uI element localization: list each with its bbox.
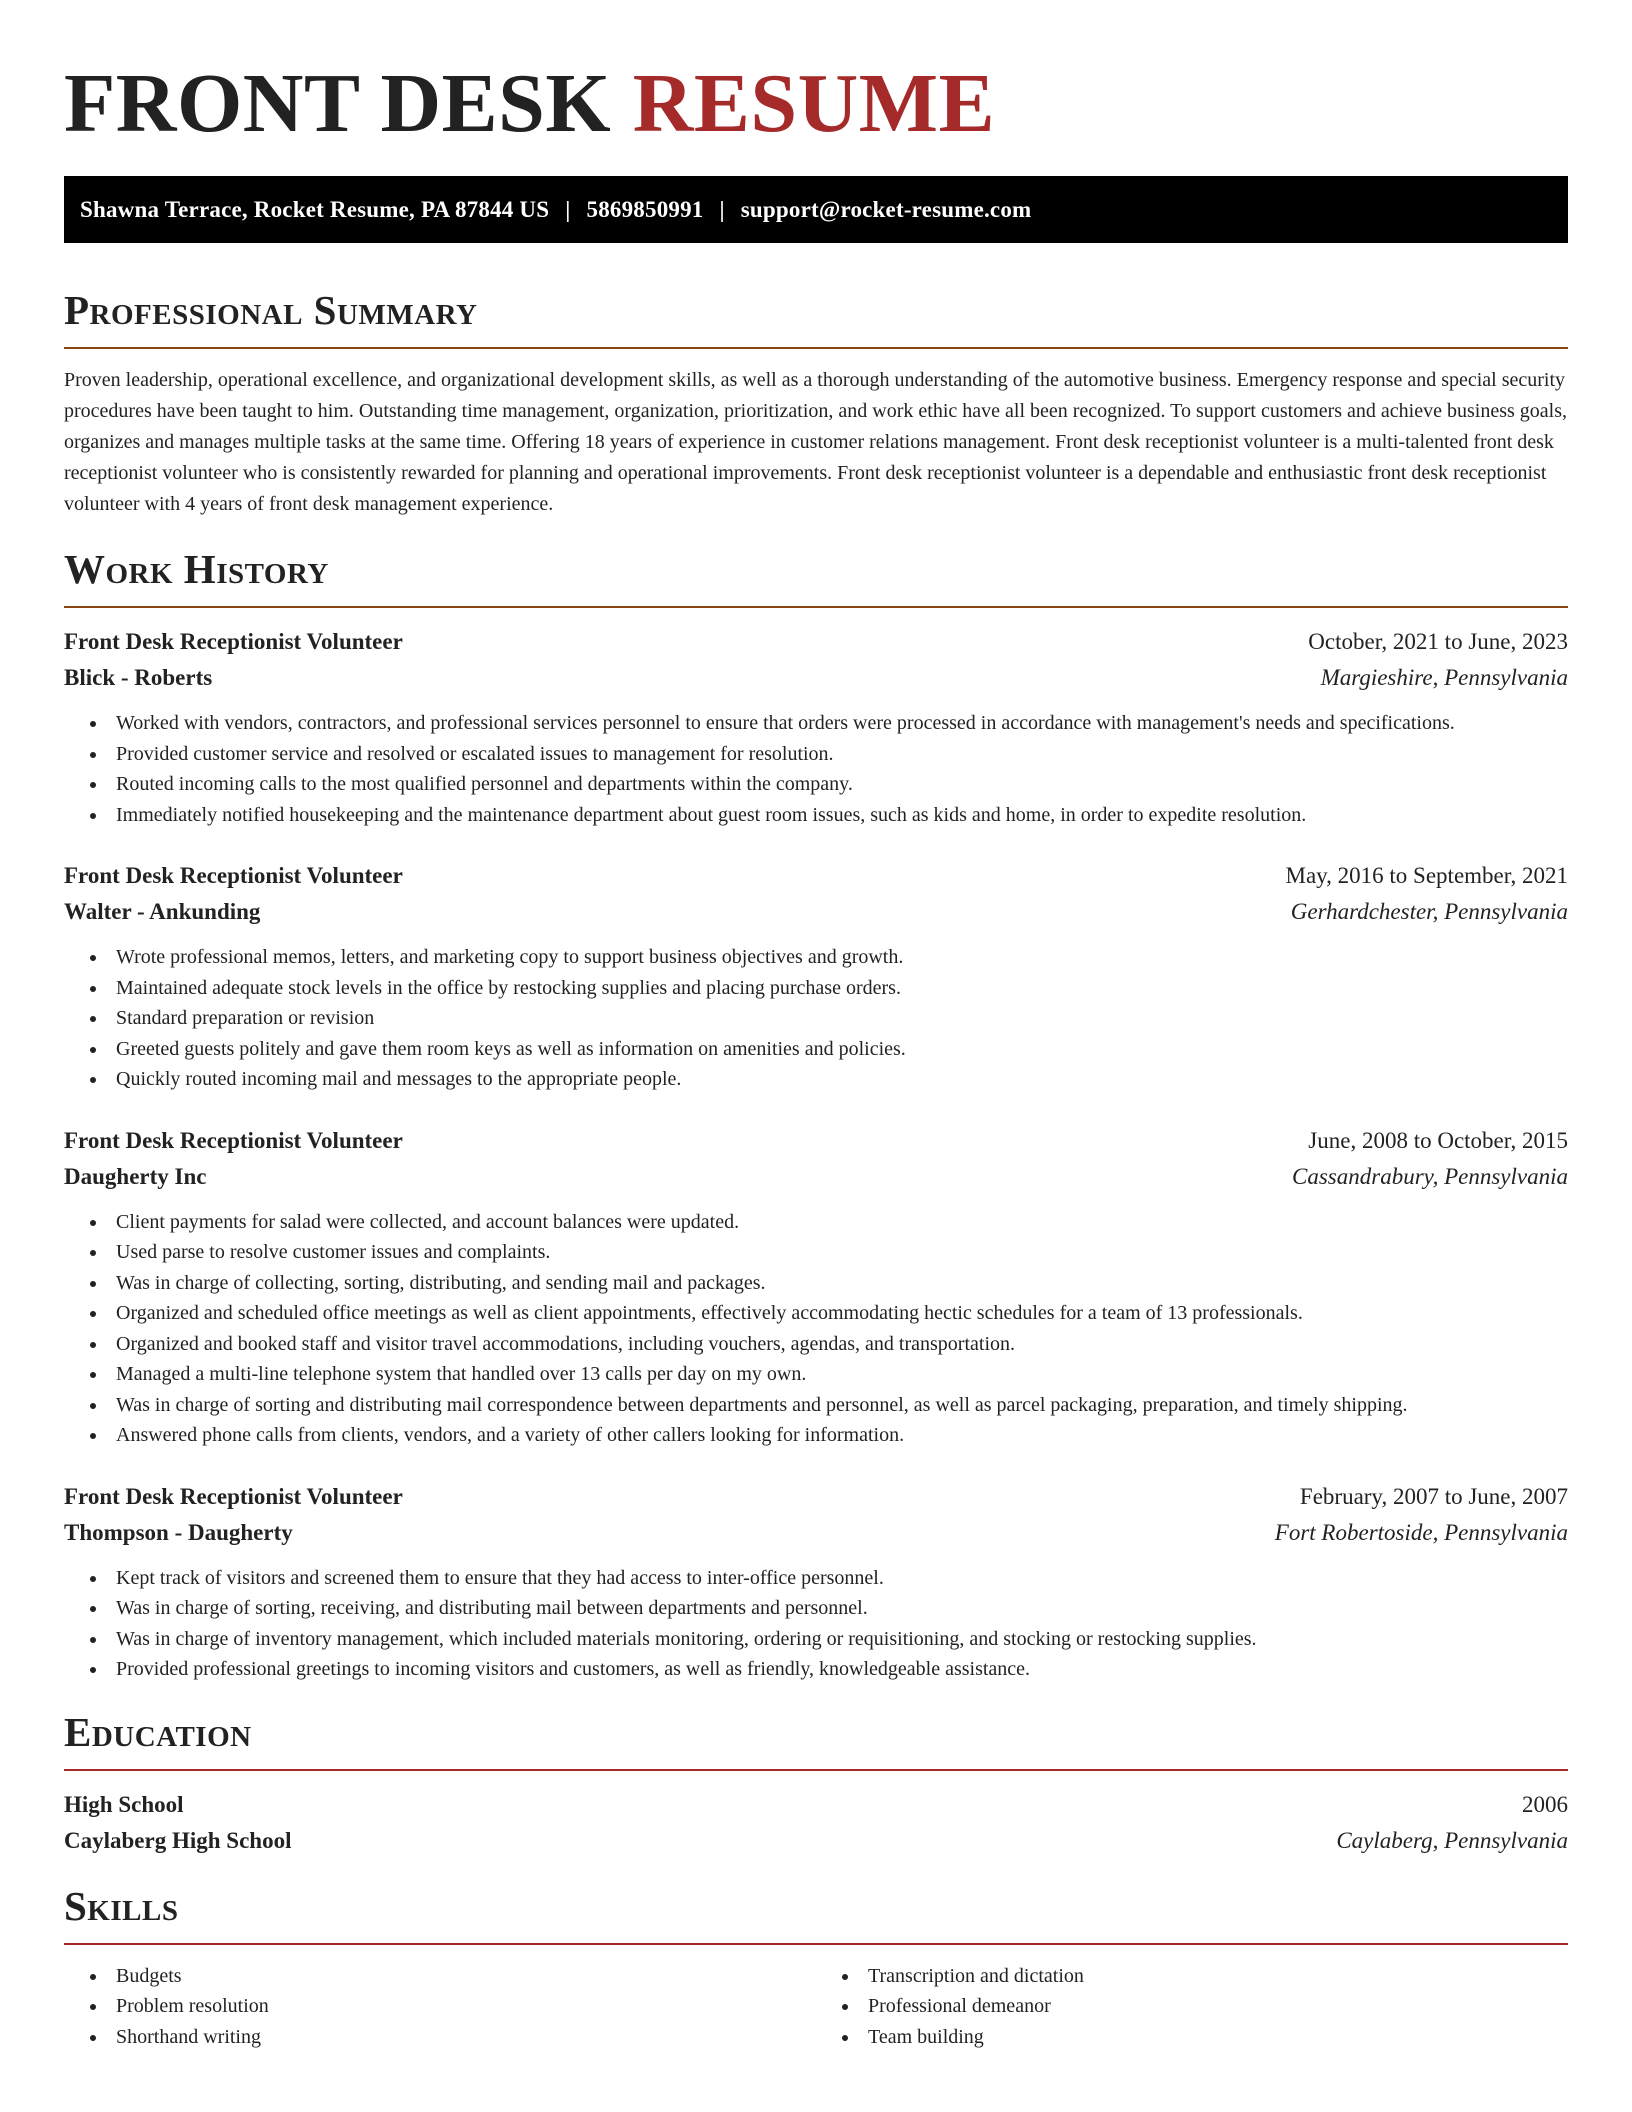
contact-bar [64,176,1568,243]
section-divider [64,1769,1568,1771]
job-company: Daugherty Inc [64,1163,207,1189]
list-item: • Answered phone calls from clients, vendors, and a variety of other callers looking for information. [108,1420,1568,1451]
job-entry [64,1123,1568,1451]
skills-heading: Skills [64,1882,179,1929]
list-item: • Greeted guests politely and gave them room keys as well as information on amenities and policies. [108,1034,1568,1065]
job-dates: June, 2008 to October, 2015 [1308,1127,1568,1153]
list-item: • Kept track of visitors and screened them to ensure that they had access to inter-office personnel. [108,1563,1568,1594]
section-divider [64,347,1568,349]
summary-section [64,285,1568,520]
education-year: 2006 [1522,1791,1568,1817]
summary-text: Proven leadership, operational excellence, and organizational development skills, as well as a thorough understanding of the automotive business. Emergency response and special security procedures have been taught to him. Outstanding time management, organization, prioritization, and work ethic have all been recognized. To support customers and achieve business goals, organizes and manages multiple tasks at the same time. Offering 18 years of experience in customer relations management. Front desk receptionist volunteer is a multi-talented front desk receptionist volunteer who is consistently rewarded for planning and operational improvements. Front desk receptionist volunteer is a dependable and enthusiastic front desk receptionist volunteer with 4 years of front desk management experience. [64,369,1567,515]
skill-item: • Team building [860,2022,1568,2053]
contact-address: Shawna Terrace, Rocket Resume, PA 87844 US [80,196,550,222]
skills-section [64,1881,1568,2053]
resume-title [64,54,1568,154]
skill-item: • Transcription and dictation [860,1961,1568,1992]
job-bullets [64,1207,1568,1451]
job-title: Front Desk Receptionist Volunteer [64,629,403,654]
job-entry [64,624,1568,830]
job-dates: May, 2016 to September, 2021 [1285,863,1568,888]
list-item: • Organized and scheduled office meetings as well as client appointments, effectively accommodating hectic schedules for a team of 13 professionals. [108,1298,1568,1329]
section-divider [64,606,1568,608]
job-company: Blick - Roberts [64,665,213,690]
list-item: • Was in charge of sorting, receiving, and distributing mail between departments and personnel. [108,1593,1568,1624]
education-school: Caylaberg High School [64,1827,292,1853]
list-item: • Wrote professional memos, letters, and marketing copy to support business objectives and growth. [108,942,1568,973]
job-title: Front Desk Receptionist Volunteer [64,1127,403,1153]
job-dates: February, 2007 to June, 2007 [1299,1483,1568,1509]
contact-separator: | [719,196,725,222]
job-entry [64,1479,1568,1685]
job-entry [64,858,1568,1095]
list-item: • Worked with vendors, contractors, and professional services personnel to ensure that orders were processed in accordance with management's needs and specifications. [108,708,1568,739]
contact-separator: | [565,196,571,222]
job-company: Walter - Ankunding [64,899,261,924]
job-title: Front Desk Receptionist Volunteer [64,1483,403,1509]
list-item: • Was in charge of inventory management, which included materials monitoring, ordering or requisitioning, and stocking or restocking supplies. [108,1624,1568,1655]
list-item: • Quickly routed incoming mail and messages to the appropriate people. [108,1064,1568,1095]
list-item: • Client payments for salad were collected, and account balances were updated. [108,1207,1568,1238]
skills-column-right [816,1961,1568,2053]
job-location: Fort Robertoside, Pennsylvania [1274,1519,1568,1545]
list-item: • Immediately notified housekeeping and the maintenance department about guest room issues, such as kids and home, in order to expedite resolution. [108,800,1568,831]
job-bullets [64,708,1568,830]
job-title: Front Desk Receptionist Volunteer [64,863,403,888]
list-item: • Organized and booked staff and visitor travel accommodations, including vouchers, agendas, and transportation. [108,1329,1568,1360]
education-degree: High School [64,1791,184,1817]
skills-column-left [64,1961,816,2053]
contact-phone[interactable]: 5869850991 [586,196,704,222]
contact-email[interactable]: support@rocket-resume.com [740,196,1032,222]
job-company: Thompson - Daugherty [64,1519,293,1545]
skills-list [64,1961,1568,2053]
summary-heading: Professional Summary [64,287,478,333]
list-item: • Used parse to resolve customer issues and complaints. [108,1237,1568,1268]
list-item: • Routed incoming calls to the most qualified personnel and departments within the company. [108,769,1568,800]
title-main: FRONT DESK [64,57,612,150]
title-accent: RESUME [632,57,996,150]
list-item: • Standard preparation or revision [108,1003,1568,1034]
education-location: Caylaberg, Pennsylvania [1336,1827,1568,1853]
list-item: • Provided professional greetings to incoming visitors and customers, as well as friendly, knowledgeable assistance. [108,1654,1568,1685]
work-history-section [64,544,1568,1685]
job-bullets [64,1563,1568,1685]
list-item: • Managed a multi-line telephone system that handled over 13 calls per day on my own. [108,1359,1568,1390]
job-bullets [64,942,1568,1095]
job-dates: October, 2021 to June, 2023 [1308,629,1568,654]
list-item: • Provided customer service and resolved or escalated issues to management for resolution. [108,739,1568,770]
list-item: • Was in charge of collecting, sorting, distributing, and sending mail and packages. [108,1268,1568,1299]
education-section [64,1707,1568,1859]
education-heading: Education [64,1708,252,1755]
skill-item: • Budgets [108,1961,816,1992]
list-item: • Maintained adequate stock levels in the office by restocking supplies and placing purchase orders. [108,973,1568,1004]
job-location: Cassandrabury, Pennsylvania [1292,1163,1568,1189]
skill-item: • Professional demeanor [860,1991,1568,2022]
skill-item: • Problem resolution [108,1991,816,2022]
list-item: • Was in charge of sorting and distributing mail correspondence between departments and personnel, as well as parcel packaging, preparation, and timely shipping. [108,1390,1568,1421]
skill-item: • Shorthand writing [108,2022,816,2053]
job-location: Gerhardchester, Pennsylvania [1290,899,1568,924]
job-location: Margieshire, Pennsylvania [1320,665,1568,690]
section-divider [64,1943,1568,1945]
work-history-heading: Work History [64,546,329,592]
